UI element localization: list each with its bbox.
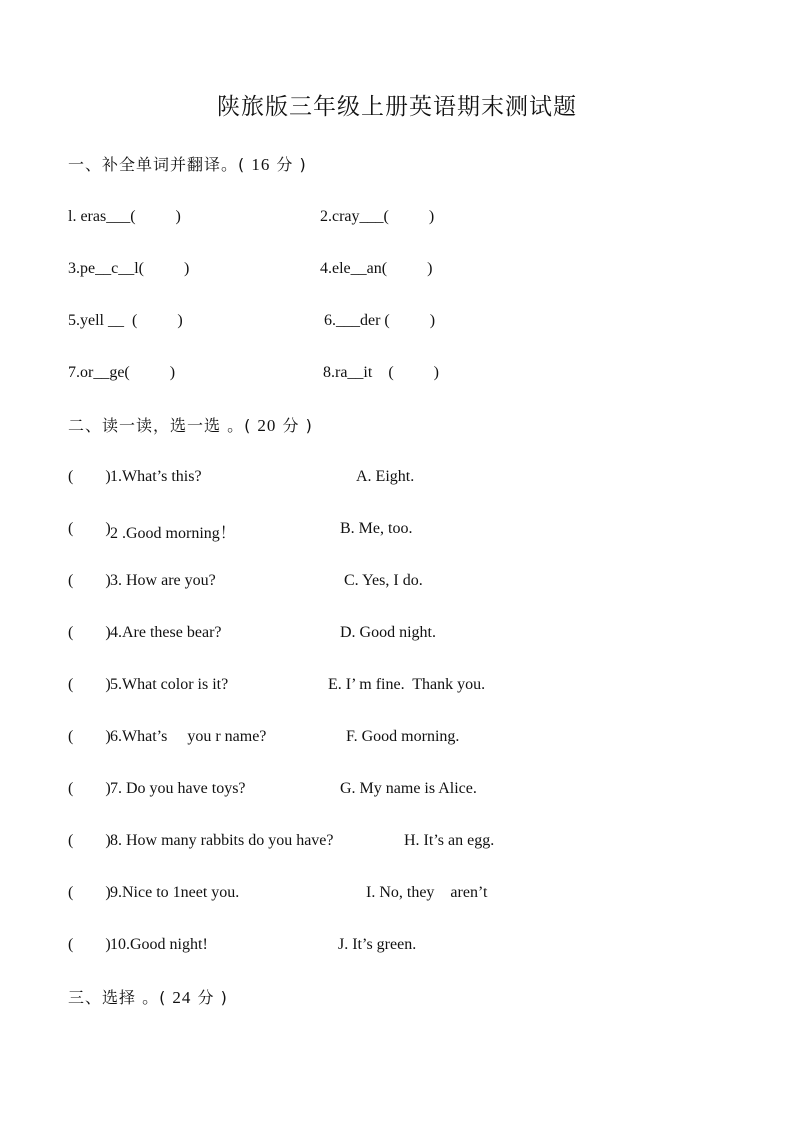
answer-bracket: ( ): [68, 780, 111, 797]
word-item-6: 6.___der ( ): [320, 312, 436, 329]
answer-bracket: ( ): [68, 936, 111, 953]
word-item-1: l. eras___( ): [68, 208, 181, 225]
question-10: 10.Good night!: [110, 936, 208, 953]
word-item-3: 3.pe__c__l( ): [68, 260, 190, 277]
question-8: 8. How many rabbits do you have?: [110, 832, 334, 849]
answer-bracket: ( ): [68, 520, 111, 537]
page-title: 陕旅版三年级上册英语期末测试题: [217, 94, 577, 120]
section2-heading-suffix: 分 ): [276, 416, 313, 435]
section2-heading: [68, 413, 313, 436]
answer-bracket: ( ): [68, 676, 111, 693]
section3-heading: [68, 985, 228, 1008]
section1-heading-suffix: 分 ): [270, 155, 307, 174]
section1-heading-text: 一、补全单词并翻译。(: [68, 155, 252, 174]
section1-heading: [68, 152, 307, 175]
answer-bracket: ( ): [68, 572, 111, 589]
question-1: 1.What’s this?: [110, 468, 202, 485]
option-g: G. My name is Alice.: [340, 780, 477, 797]
section2-points: 20: [257, 416, 277, 435]
question-7: 7. Do you have toys?: [110, 780, 246, 797]
answer-bracket: ( ): [68, 884, 111, 901]
word-item-8: 8.ra__it ( ): [323, 364, 439, 381]
section3-points: 24: [172, 988, 192, 1007]
option-d: D. Good night.: [340, 624, 436, 641]
option-b: B. Me, too.: [340, 520, 413, 537]
answer-bracket: ( ): [68, 624, 111, 641]
word-item-2: 2.cray___( ): [320, 208, 435, 225]
question-3: 3. How are you?: [110, 572, 216, 589]
option-j: J. It’s green.: [338, 936, 417, 953]
answer-bracket: ( ): [68, 468, 111, 485]
question-5: 5.What color is it?: [110, 676, 229, 693]
section2-heading-text: 二、读一读，选一选 。(: [68, 416, 258, 435]
option-a: A. Eight.: [356, 468, 415, 485]
question-6: 6.What’s you r name?: [110, 728, 267, 745]
word-item-4: 4.ele__an( ): [320, 260, 433, 277]
option-e: E. I’ m fine. Thank you.: [328, 676, 486, 693]
answer-bracket: ( ): [68, 832, 111, 849]
section3-heading-text: 三、选择 。(: [68, 988, 173, 1007]
word-item-7: 7.or__ge( ): [68, 364, 176, 381]
section1-points: 16: [251, 155, 271, 174]
question-2: 2 .Good morning！: [110, 525, 236, 542]
option-f: F. Good morning.: [346, 728, 460, 745]
answer-bracket: ( ): [68, 728, 111, 745]
option-h: H. It’s an egg.: [404, 832, 495, 849]
question-4: 4.Are these bear?: [110, 624, 222, 641]
section3-heading-suffix: 分 ): [191, 988, 228, 1007]
question-9: 9.Nice to 1neet you.: [110, 884, 240, 901]
word-item-5: 5.yell __ ( ): [68, 312, 183, 329]
option-c: C. Yes, I do.: [344, 572, 423, 589]
option-i: I. No, they aren’t: [366, 884, 488, 901]
